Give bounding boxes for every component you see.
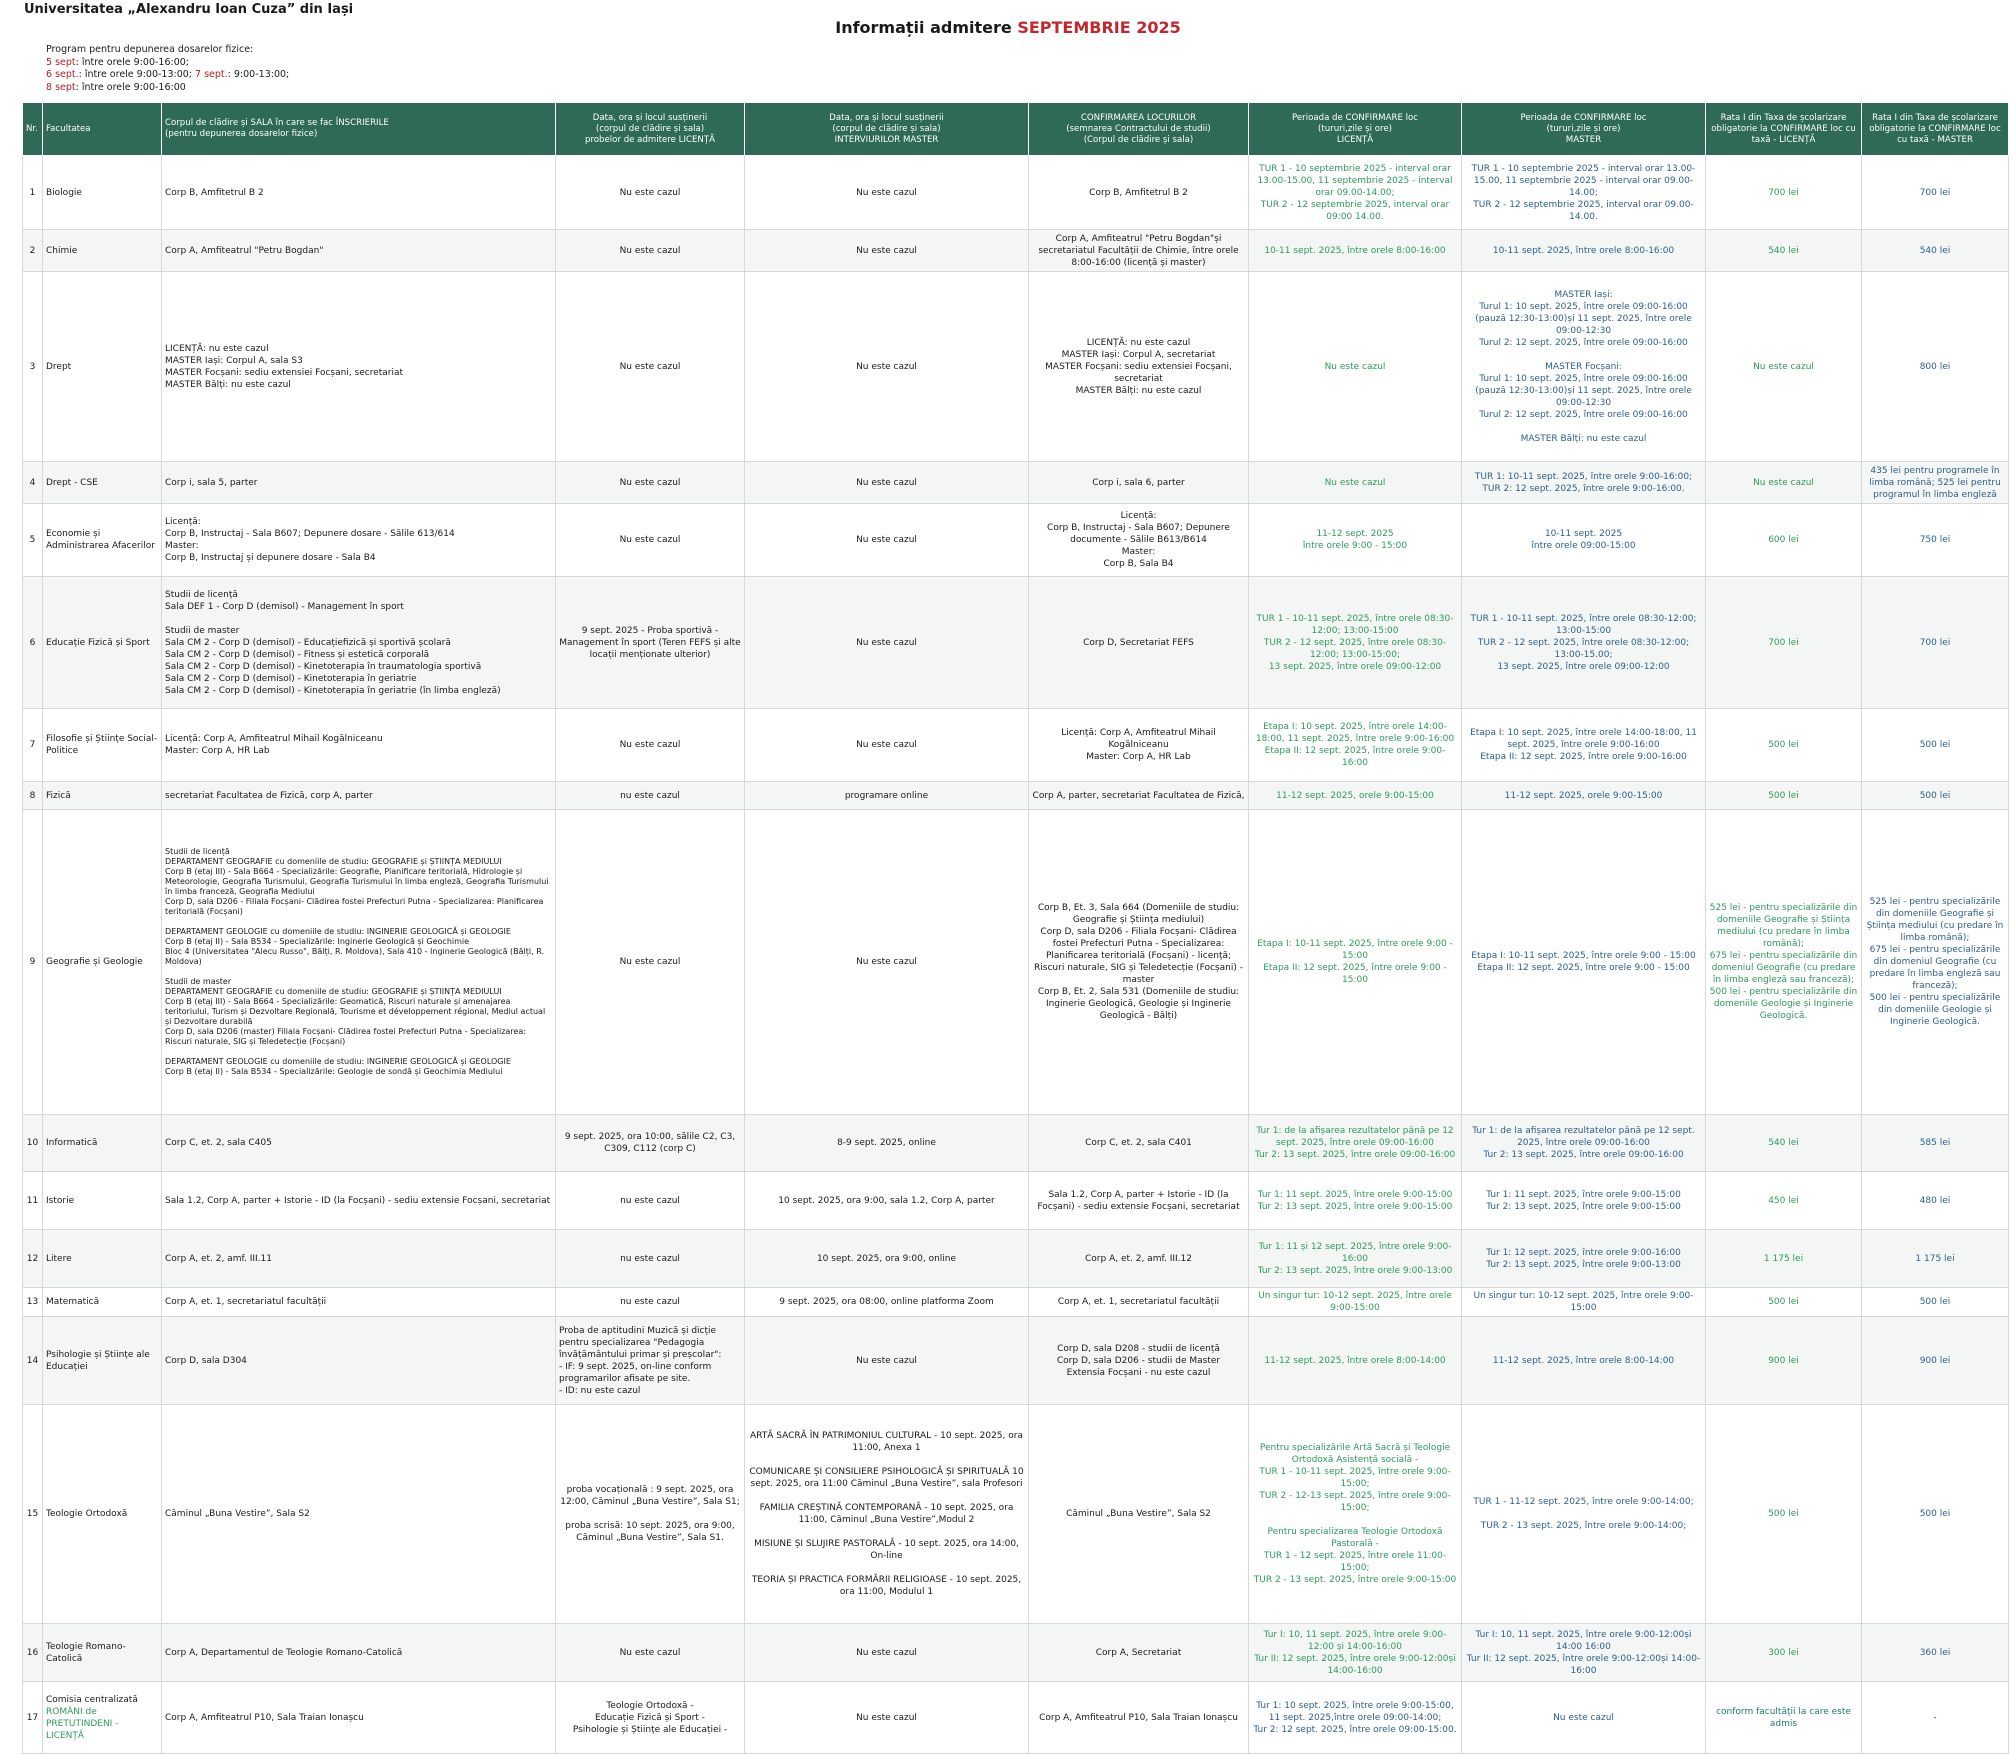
cell-period-license: TUR 1 - 10 septembrie 2025 - interval orar 13.00-15.00, 11 septembrie 2025 - interval orar 09.00-14.00; TUR 2 - 12 septembrie 2025, interval orar 09:00 14.00. bbox=[1249, 156, 1462, 230]
cell-registration: secretariat Facultatea de Fizică, corp A, parter bbox=[162, 782, 556, 810]
cell-fee-license: 300 lei bbox=[1706, 1624, 1862, 1682]
cell-fee-master: 540 lei bbox=[1862, 230, 2009, 272]
cell-master-interview: Nu este cazul bbox=[745, 1624, 1029, 1682]
cell-fee-license: Nu este cazul bbox=[1706, 462, 1862, 504]
cell-faculty: Teologie Romano-Catolică bbox=[43, 1624, 162, 1682]
cell-fee-master: 500 lei bbox=[1862, 782, 2009, 810]
cell-confirmation: Corp A, et. 2, amf. III.12 bbox=[1029, 1230, 1249, 1288]
schedule-line bbox=[46, 69, 289, 82]
cell-period-master: Tur 1: 12 sept. 2025, între orele 9:00-16:00 Tur 2: 13 sept. 2025, între orele 9:00-13:00 bbox=[1462, 1230, 1706, 1288]
cell-license-exam: proba vocațională : 9 sept. 2025, ora 12:00, Căminul „Buna Vestire”, Sala S1; proba scrisă: 10 sept. 2025, ora 9:00, Căminul „Buna Vestire”, Sala S1. bbox=[556, 1405, 745, 1624]
schedule-label: Program pentru depunerea dosarelor fizice: bbox=[46, 44, 254, 55]
cell-confirmation: LICENȚĂ: nu este cazul MASTER Iași: Corpul A, secretariat MASTER Focșani: sediu extensiei Focșani, secretariat MASTER Bălți: nu este cazul bbox=[1029, 272, 1249, 462]
cell-fee-master: 525 lei - pentru specializările din domeniile Geografie și Știința mediului (cu predare în limba română); 675 lei - pentru specializările din domeniul Geografie (cu predare în limba engleză sau franceză); 500 lei - pentru specializările din domeniile Geologie și Inginerie Geologică. bbox=[1862, 810, 2009, 1115]
cell-fee-master: 500 lei bbox=[1862, 1405, 2009, 1624]
cell-fee-master: 360 lei bbox=[1862, 1624, 2009, 1682]
cell-faculty: Biologie bbox=[43, 156, 162, 230]
cell-license-exam: nu este cazul bbox=[556, 1230, 745, 1288]
cell-faculty: Istorie bbox=[43, 1172, 162, 1230]
cell-nr: 13 bbox=[23, 1288, 43, 1317]
cell-nr: 14 bbox=[23, 1317, 43, 1405]
schedule-date: 6 sept. bbox=[46, 69, 79, 80]
cell-fee-master: 750 lei bbox=[1862, 504, 2009, 577]
cell-fee-master: - bbox=[1862, 1682, 2009, 1754]
cell-confirmation: Sala 1.2, Corp A, parter + Istorie - ID (la Focșani) - sediu extensie Focșani, secretariat bbox=[1029, 1172, 1249, 1230]
cell-master-interview: Nu este cazul bbox=[745, 1682, 1029, 1754]
faculty-name: Comisia centralizată bbox=[46, 1694, 138, 1705]
cell-master-interview: Nu este cazul bbox=[745, 810, 1029, 1115]
cell-registration: Corp C, et. 2, sala C405 bbox=[162, 1115, 556, 1172]
title-prefix: Informații admitere bbox=[835, 18, 1012, 37]
table-row bbox=[23, 504, 2009, 577]
cell-license-exam: nu este cazul bbox=[556, 1288, 745, 1317]
cell-period-license: 10-11 sept. 2025, între orele 8:00-16:00 bbox=[1249, 230, 1462, 272]
cell-fee-license: 500 lei bbox=[1706, 709, 1862, 782]
cell-license-exam: Proba de aptitudini Muzică și dicție pentru specializarea "Pedagogia învățământului primar și preșcolar": - IF: 9 sept. 2025, on-line conform programarilor afisate pe site. - ID: nu este cazul bbox=[556, 1317, 745, 1405]
cell-license-exam: 9 sept. 2025, ora 10:00, sălile C2, C3, C309, C112 (corp C) bbox=[556, 1115, 745, 1172]
col-header-master-interview: Data, ora și locul susținerii (corpul de clădire și sala) INTERVIURILOR MASTER bbox=[745, 103, 1029, 156]
cell-fee-license: 700 lei bbox=[1706, 156, 1862, 230]
cell-faculty: Filosofie și Științe Social-Politice bbox=[43, 709, 162, 782]
cell-period-license: Tur 1: 11 și 12 sept. 2025, între orele 9:00-16:00 Tur 2: 13 sept. 2025, între orele 9:00-13:00 bbox=[1249, 1230, 1462, 1288]
cell-license-exam: Nu este cazul bbox=[556, 709, 745, 782]
table-row bbox=[23, 462, 2009, 504]
cell-master-interview: 10 sept. 2025, ora 9:00, sala 1.2, Corp A, parter bbox=[745, 1172, 1029, 1230]
cell-period-master: Tur 1: 11 sept. 2025, între orele 9:00-15:00 Tur 2: 13 sept. 2025, între orele 9:00-15:00 bbox=[1462, 1172, 1706, 1230]
cell-confirmation: Corp A, et. 1, secretariatul facultății bbox=[1029, 1288, 1249, 1317]
table-row bbox=[23, 1288, 2009, 1317]
table-row bbox=[23, 782, 2009, 810]
schedule-hours: : între orele 9:00-13:00; bbox=[78, 69, 196, 80]
cell-confirmation: Corp i, sala 6, parter bbox=[1029, 462, 1249, 504]
cell-nr: 3 bbox=[23, 272, 43, 462]
cell-fee-master: 900 lei bbox=[1862, 1317, 2009, 1405]
schedule-hours: : 9:00-13:00; bbox=[227, 69, 290, 80]
table-row bbox=[23, 1317, 2009, 1405]
cell-nr: 1 bbox=[23, 156, 43, 230]
cell-confirmation: Corp D, sala D208 - studii de licență Corp D, sala D206 - studii de Master Extensia Focșani - nu este cazul bbox=[1029, 1317, 1249, 1405]
cell-faculty: Geografie și Geologie bbox=[43, 810, 162, 1115]
cell-fee-master: 480 lei bbox=[1862, 1172, 2009, 1230]
cell-nr: 10 bbox=[23, 1115, 43, 1172]
cell-license-exam: Nu este cazul bbox=[556, 1624, 745, 1682]
schedule-hours: : între orele 9:00-16:00; bbox=[75, 56, 189, 68]
cell-fee-master: 700 lei bbox=[1862, 577, 2009, 709]
cell-registration: Corp A, Departamentul de Teologie Romano-Catolică bbox=[162, 1624, 556, 1682]
cell-period-master: Un singur tur: 10-12 sept. 2025, între orele 9:00-15:00 bbox=[1462, 1288, 1706, 1317]
cell-period-license: Nu este cazul bbox=[1249, 462, 1462, 504]
cell-nr: 7 bbox=[23, 709, 43, 782]
col-header-confirmation: CONFIRMAREA LOCURILOR (semnarea Contractului de studii) (Corpul de clădire și sala) bbox=[1029, 103, 1249, 156]
cell-registration: Licență: Corp B, Instructaj - Sala B607; Depunere dosare - Sălile 613/614 Master: Corp B, Instructaj și depunere dosare - Sala B4 bbox=[162, 504, 556, 577]
cell-registration: Studii de licență Sala DEF 1 - Corp D (demisol) - Management în sport Studii de master Sala CM 2 - Corp D (demisol) - Educațiefizică și sportivă școlară Sala CM 2 - Corp D (demisol) - Fitness și estetică corporală Sala CM 2 - Corp D (demisol) - Kinetoterapia în traumatologia sportivă Sala CM 2 - Corp D (demisol) - Kinetoterapia în geriatrie Sala CM 2 - Corp D (demisol) - Kinetoterapia în geriatrie (în limba engleză) bbox=[162, 577, 556, 709]
cell-period-license: Tur 1: 10 sept. 2025, între orele 9:00-15:00, 11 sept. 2025,între orele 09:00-14:00; Tur 2: 12 sept. 2025, între orele 09:00-15:00. bbox=[1249, 1682, 1462, 1754]
cell-confirmation: Licență: Corp A, Amfiteatrul Mihail Kogălniceanu Master: Corp A, HR Lab bbox=[1029, 709, 1249, 782]
cell-period-master: 11-12 sept. 2025, între orele 8:00-14:00 bbox=[1462, 1317, 1706, 1405]
admission-table bbox=[22, 102, 2009, 1754]
cell-confirmation: Corp A, Secretariat bbox=[1029, 1624, 1249, 1682]
cell-registration: Licență: Corp A, Amfiteatrul Mihail Kogălniceanu Master: Corp A, HR Lab bbox=[162, 709, 556, 782]
cell-nr: 17 bbox=[23, 1682, 43, 1754]
cell-fee-master: 435 lei pentru programele în limba română; 525 lei pentru programul în limba engleză bbox=[1862, 462, 2009, 504]
cell-faculty: Matematică bbox=[43, 1288, 162, 1317]
cell-license-exam: nu este cazul bbox=[556, 1172, 745, 1230]
cell-faculty: Drept bbox=[43, 272, 162, 462]
cell-period-master: Etapa I: 10-11 sept. 2025, între orele 9:00 - 15:00 Etapa II: 12 sept. 2025, între orele 9:00 - 15:00 bbox=[1462, 810, 1706, 1115]
col-header-fee-license: Rata I din Taxa de școlarizare obligatorie la CONFIRMARE loc cu taxă - LICENȚĂ bbox=[1706, 103, 1862, 156]
cell-confirmation: Corp A, Amfiteatrul P10, Sala Traian Ionașcu bbox=[1029, 1682, 1249, 1754]
university-name: Universitatea „Alexandru Ioan Cuza” din Iași bbox=[24, 2, 354, 17]
page-title bbox=[0, 18, 2016, 37]
cell-fee-license: 600 lei bbox=[1706, 504, 1862, 577]
cell-faculty: Drept - CSE bbox=[43, 462, 162, 504]
cell-nr: 4 bbox=[23, 462, 43, 504]
cell-master-interview: 8-9 sept. 2025, online bbox=[745, 1115, 1029, 1172]
cell-confirmation: Corp A, parter, secretariat Facultatea de Fizică, bbox=[1029, 782, 1249, 810]
cell-registration: Corp D, sala D304 bbox=[162, 1317, 556, 1405]
cell-registration: Corp A, Amfiteatrul P10, Sala Traian Ionașcu bbox=[162, 1682, 556, 1754]
cell-faculty: Educație Fizică și Sport bbox=[43, 577, 162, 709]
cell-license-exam: Nu este cazul bbox=[556, 272, 745, 462]
cell-registration: Corp A, et. 1, secretariatul facultății bbox=[162, 1288, 556, 1317]
cell-nr: 6 bbox=[23, 577, 43, 709]
table-row bbox=[23, 1405, 2009, 1624]
cell-period-master: 10-11 sept. 2025 între orele 09:00-15:00 bbox=[1462, 504, 1706, 577]
table-row bbox=[23, 1682, 2009, 1754]
table-row bbox=[23, 577, 2009, 709]
cell-period-license: Nu este cazul bbox=[1249, 272, 1462, 462]
cell-registration: Căminul „Buna Vestire”, Sala S2 bbox=[162, 1405, 556, 1624]
cell-registration: Sala 1.2, Corp A, parter + Istorie - ID (la Focșani) - sediu extensie Focșani, secretariat bbox=[162, 1172, 556, 1230]
cell-master-interview: Nu este cazul bbox=[745, 156, 1029, 230]
cell-nr: 8 bbox=[23, 782, 43, 810]
cell-faculty: Informatică bbox=[43, 1115, 162, 1172]
cell-license-exam: Teologie Ortodoxă - Educație Fizică și Sport - Psihologie și Științe ale Educației - bbox=[556, 1682, 745, 1754]
cell-faculty: Litere bbox=[43, 1230, 162, 1288]
cell-nr: 16 bbox=[23, 1624, 43, 1682]
cell-nr: 2 bbox=[23, 230, 43, 272]
cell-period-master: 11-12 sept. 2025, orele 9:00-15:00 bbox=[1462, 782, 1706, 810]
cell-master-interview: Nu este cazul bbox=[745, 504, 1029, 577]
cell-nr: 11 bbox=[23, 1172, 43, 1230]
cell-period-license: Etapa I: 10-11 sept. 2025, între orele 9:00 - 15:00 Etapa II: 12 sept. 2025, între orele 9:00 - 15:00 bbox=[1249, 810, 1462, 1115]
col-header-nr: Nr. bbox=[23, 103, 43, 156]
cell-master-interview: Nu este cazul bbox=[745, 577, 1029, 709]
cell-faculty: Economie și Administrarea Afacerilor bbox=[43, 504, 162, 577]
cell-confirmation: Corp A, Amfiteatrul "Petru Bogdan"și secretariatul Facultății de Chimie, între orele 8:00-16:00 (licență și master) bbox=[1029, 230, 1249, 272]
table-row bbox=[23, 1624, 2009, 1682]
cell-period-license: Tur 1: de la afișarea rezultatelor până pe 12 sept. 2025, între orele 09:00-16:00 Tur 2: 13 sept. 2025, între orele 09:00-16:00 bbox=[1249, 1115, 1462, 1172]
cell-period-master: TUR 1 - 11-12 sept. 2025, între orele 9:00-14:00; TUR 2 - 13 sept. 2025, între orele 9:00-14:00; bbox=[1462, 1405, 1706, 1624]
cell-faculty: Psihologie și Științe ale Educației bbox=[43, 1317, 162, 1405]
cell-fee-license: Nu este cazul bbox=[1706, 272, 1862, 462]
cell-period-master: Tur I: 10, 11 sept. 2025, între orele 9:00-12:00și 14:00 16:00 Tur II: 12 sept. 2025, între orele 9:00-12:00și 14:00-16:00 bbox=[1462, 1624, 1706, 1682]
cell-fee-license: conform facultății la care este admis bbox=[1706, 1682, 1862, 1754]
cell-confirmation: Corp C, et. 2, sala C401 bbox=[1029, 1115, 1249, 1172]
cell-period-license: Etapa I: 10 sept. 2025, între orele 14:00-18:00, 11 sept. 2025, între orele 9:00-16:00 Etapa II: 12 sept. 2025, între orele 9:00-16:00 bbox=[1249, 709, 1462, 782]
cell-license-exam: Nu este cazul bbox=[556, 810, 745, 1115]
cell-nr: 15 bbox=[23, 1405, 43, 1624]
cell-master-interview: Nu este cazul bbox=[745, 709, 1029, 782]
cell-nr: 9 bbox=[23, 810, 43, 1115]
cell-faculty: Chimie bbox=[43, 230, 162, 272]
cell-fee-license: 450 lei bbox=[1706, 1172, 1862, 1230]
cell-master-interview: Nu este cazul bbox=[745, 230, 1029, 272]
cell-master-interview: 9 sept. 2025, ora 08:00, online platforma Zoom bbox=[745, 1288, 1029, 1317]
cell-fee-license: 525 lei - pentru specializările din domeniile Geografie și Știința mediului (cu predare în limba română); 675 lei - pentru specializările din domeniul Geografie (cu predare în limba engleză sau franceză); 500 lei - pentru specializările din domeniile Geologie și Inginerie Geologică. bbox=[1706, 810, 1862, 1115]
cell-confirmation: Căminul „Buna Vestire”, Sala S2 bbox=[1029, 1405, 1249, 1624]
faculty-subtitle: ROMÂNI de PRETUTINDENI - LICENȚĂ bbox=[46, 1706, 119, 1741]
cell-nr: 12 bbox=[23, 1230, 43, 1288]
cell-fee-master: 1 175 lei bbox=[1862, 1230, 2009, 1288]
cell-registration: Corp i, sala 5, parter bbox=[162, 462, 556, 504]
col-header-faculty: Facultatea bbox=[43, 103, 162, 156]
cell-period-master: MASTER Iași: Turul 1: 10 sept. 2025, între orele 09:00-16:00 (pauză 12:30-13:00)și 11 sept. 2025, între orele 09:00-12:30 Turul 2: 12 sept. 2025, între orele 09:00-16:00 MASTER Focșani: Turul 1: 10 sept. 2025, între orele 09:00-16:00 (pauză 12:30-13:00)și 11 sept. 2025, între orele 09:00-12:30 Turul 2: 12 sept. 2025, între orele 09:00-16:00 MASTER Bălți: nu este cazul bbox=[1462, 272, 1706, 462]
cell-period-master: TUR 1: 10-11 sept. 2025, între orele 9:00-16:00; TUR 2: 12 sept. 2025, între orele 9:00-16:00. bbox=[1462, 462, 1706, 504]
col-header-license-exam: Data, ora și locul susținerii (corpul de clădire și sala) probelor de admitere LICENȚĂ bbox=[556, 103, 745, 156]
cell-fee-license: 540 lei bbox=[1706, 1115, 1862, 1172]
cell-license-exam: Nu este cazul bbox=[556, 462, 745, 504]
cell-license-exam: nu este cazul bbox=[556, 782, 745, 810]
table-row bbox=[23, 156, 2009, 230]
table-row bbox=[23, 810, 2009, 1115]
cell-period-master: Tur 1: de la afișarea rezultatelor până pe 12 sept. 2025, între orele 09:00-16:00 Tur 2: 13 sept. 2025, între orele 09:00-16:00 bbox=[1462, 1115, 1706, 1172]
cell-period-master: TUR 1 - 10-11 sept. 2025, între orele 08:30-12:00; 13:00-15:00 TUR 2 - 12 sept. 2025, între orele 08:30-12:00; 13:00-15.00; 13 sept. 2025, între orele 09:00-12:00 bbox=[1462, 577, 1706, 709]
cell-faculty bbox=[43, 1682, 162, 1754]
submission-schedule bbox=[46, 44, 289, 94]
cell-master-interview: ARTĂ SACRĂ ÎN PATRIMONIUL CULTURAL - 10 sept. 2025, ora 11:00, Anexa 1 COMUNICARE ȘI CONSILIERE PSIHOLOGICĂ ȘI SPIRITUALĂ 10 sept. 2025, ora 11:00 Căminul „Buna Vestire”, sala Profesori FAMILIA CREȘTINĂ CONTEMPORANĂ - 10 sept. 2025, ora 11:00, Căminul „Buna Vestire”,Modul 2 MISIUNE ȘI SLUJIRE PASTORALĂ - 10 sept. 2025, ora 14:00, On-line TEORIA ȘI PRACTICA FORMĂRII RELIGIOASE - 10 sept. 2025, ora 11:00, Modulul 1 bbox=[745, 1405, 1029, 1624]
cell-confirmation: Licență: Corp B, Instructaj - Sala B607; Depunere documente - Sălile B613/B614 Master: Corp B, Sala B4 bbox=[1029, 504, 1249, 577]
table-row bbox=[23, 230, 2009, 272]
cell-license-exam: Nu este cazul bbox=[556, 156, 745, 230]
cell-period-master: 10-11 sept. 2025, între orele 8:00-16:00 bbox=[1462, 230, 1706, 272]
col-header-registration: Corpul de clădire și SALA în care se fac ÎNSCRIERILE (pentru depunerea dosarelor fizice) bbox=[162, 103, 556, 156]
col-header-period-license: Perioada de CONFIRMARE loc (tururi,zile și ore) LICENȚĂ bbox=[1249, 103, 1462, 156]
table-header-row bbox=[23, 103, 2009, 156]
cell-period-license: Tur 1: 11 sept. 2025, între orele 9:00-15:00 Tur 2: 13 sept. 2025, între orele 9:00-15:00 bbox=[1249, 1172, 1462, 1230]
col-header-period-master: Perioada de CONFIRMARE loc (tururi,zile și ore) MASTER bbox=[1462, 103, 1706, 156]
cell-fee-license: 700 lei bbox=[1706, 577, 1862, 709]
cell-period-license: 11-12 sept. 2025, între orele 8:00-14:00 bbox=[1249, 1317, 1462, 1405]
cell-master-interview: 10 sept. 2025, ora 9:00, online bbox=[745, 1230, 1029, 1288]
cell-period-master: Nu este cazul bbox=[1462, 1682, 1706, 1754]
table-row bbox=[23, 272, 2009, 462]
cell-period-license: TUR 1 - 10-11 sept. 2025, între orele 08:30-12:00; 13:00-15:00 TUR 2 - 12 sept. 2025, între orele 08:30-12:00; 13:00-15:00; 13 sept. 2025, între orele 09:00-12:00 bbox=[1249, 577, 1462, 709]
schedule-line bbox=[46, 57, 289, 70]
schedule-date: 7 sept. bbox=[195, 69, 228, 80]
cell-period-license: 11-12 sept. 2025 între orele 9:00 - 15:00 bbox=[1249, 504, 1462, 577]
cell-confirmation: Corp B, Amfitetrul B 2 bbox=[1029, 156, 1249, 230]
cell-master-interview: programare online bbox=[745, 782, 1029, 810]
cell-faculty: Teologie Ortodoxă bbox=[43, 1405, 162, 1624]
cell-nr: 5 bbox=[23, 504, 43, 577]
cell-fee-master: 500 lei bbox=[1862, 1288, 2009, 1317]
cell-registration: Corp A, et. 2, amf. III.11 bbox=[162, 1230, 556, 1288]
cell-fee-license: 540 lei bbox=[1706, 230, 1862, 272]
cell-period-license: Un singur tur: 10-12 sept. 2025, între orele 9:00-15:00 bbox=[1249, 1288, 1462, 1317]
cell-master-interview: Nu este cazul bbox=[745, 1317, 1029, 1405]
cell-license-exam: 9 sept. 2025 - Proba sportivă - Management în sport (Teren FEFS și alte locații menționate ulterior) bbox=[556, 577, 745, 709]
cell-fee-master: 700 lei bbox=[1862, 156, 2009, 230]
cell-master-interview: Nu este cazul bbox=[745, 272, 1029, 462]
cell-fee-license: 500 lei bbox=[1706, 1405, 1862, 1624]
cell-period-license: Tur I: 10, 11 sept. 2025, între orele 9:00-12:00 și 14:00-16:00 Tur II: 12 sept. 2025, între orele 9:00-12:00și 14:00-16:00 bbox=[1249, 1624, 1462, 1682]
cell-period-license: 11-12 sept. 2025, orele 9:00-15:00 bbox=[1249, 782, 1462, 810]
cell-fee-license: 1 175 lei bbox=[1706, 1230, 1862, 1288]
cell-confirmation: Corp B, Et. 3, Sala 664 (Domeniile de studiu: Geografie și Știința mediului) Corp D, sala D206 - Filiala Focșani- Clădirea fostei Prefecturi Putna - Specializarea: Planificarea teritorială (Focșani) - licență; Riscuri naturale, SIG și Teledetecție (Focșani) - master Corp B, Et. 2, Sala 531 (Domeniile de studiu: Inginerie Geologică, Geologie și Inginerie Geologică - Bălți) bbox=[1029, 810, 1249, 1115]
table-row bbox=[23, 1115, 2009, 1172]
cell-fee-license: 500 lei bbox=[1706, 1288, 1862, 1317]
schedule-hours: : între orele 9:00-16:00 bbox=[75, 81, 186, 93]
col-header-fee-master: Rata I din Taxa de școlarizare obligatorie la CONFIRMARE loc cu taxă - MASTER bbox=[1862, 103, 2009, 156]
schedule-line bbox=[46, 82, 289, 95]
schedule-date: 5 sept bbox=[46, 56, 76, 68]
cell-confirmation: Corp D, Secretariat FEFS bbox=[1029, 577, 1249, 709]
cell-fee-master: 500 lei bbox=[1862, 709, 2009, 782]
cell-period-master: TUR 1 - 10 septembrie 2025 - interval orar 13.00-15.00, 11 septembrie 2025 - interval orar 09.00-14.00; TUR 2 - 12 septembrie 2025, interval orar 09.00-14.00. bbox=[1462, 156, 1706, 230]
table-row bbox=[23, 1230, 2009, 1288]
table-row bbox=[23, 709, 2009, 782]
schedule-date: 8 sept bbox=[46, 81, 76, 93]
cell-license-exam: Nu este cazul bbox=[556, 504, 745, 577]
cell-registration: Corp B, Amfitetrul B 2 bbox=[162, 156, 556, 230]
cell-license-exam: Nu este cazul bbox=[556, 230, 745, 272]
cell-fee-license: 900 lei bbox=[1706, 1317, 1862, 1405]
cell-registration: Studii de licență DEPARTAMENT GEOGRAFIE cu domeniile de studiu: GEOGRAFIE și ȘTIINȚA MEDIULUI Corp B (etaj III) - Sala B664 - Specializările: Geografie, Planificare teritorială, Hidrologie și Meteorologie, Geografia Turismului, Geografia Turismului în limba engleză, Geografia Turismului în limba franceză, Geografia Mediului Corp D, sala D206 - Filiala Focșani- Clădirea fostei Prefecturi Putna - Specializarea: Planificarea teritorială (Focșani) DEPARTAMENT GEOLOGIE cu domeniile de studiu: INGINERIE GEOLOGICĂ și GEOLOGIE Corp B (etaj II) - Sala B534 - Specializările: Inginerie Geologică și Geochimie Bloc 4 (Universitatea "Alecu Russo", Bălți, R. Moldova), Sala 410 - Inginerie Geologică (Bălți, R. Moldova) Studii de master DEPARTAMENT GEOGRAFIE cu domeniile de studiu: GEOGRAFIE și ȘTIINȚA MEDIULUI Corp B (etaj III) - Sala B664 - Specializările: Geomatică, Riscuri naturale și amenajarea teritoriului, Turism și Dezvoltare Regională, Tourisme et développement régional, Mediul actual și Dezvoltare durabilă Corp D, sala D206 (master) Filiala Focșani- Clădirea fostei Prefecturi Putna - Specializarea: Riscuri naturale, SIG și Teledetecție (Focșani) DEPARTAMENT GEOLOGIE cu domeniile de studiu: INGINERIE GEOLOGICĂ și GEOLOGIE Corp B (etaj II) - Sala B534 - Specializările: Geologie de sondă și Geochimia Mediului bbox=[162, 810, 556, 1115]
cell-registration: Corp A, Amfiteatrul "Petru Bogdan" bbox=[162, 230, 556, 272]
cell-fee-master: 585 lei bbox=[1862, 1115, 2009, 1172]
cell-master-interview: Nu este cazul bbox=[745, 462, 1029, 504]
title-highlight: SEPTEMBRIE 2025 bbox=[1017, 18, 1181, 37]
cell-period-master: Etapa I: 10 sept. 2025, între orele 14:00-18:00, 11 sept. 2025, între orele 9:00-16:00 Etapa II: 12 sept. 2025, între orele 9:00-16:00 bbox=[1462, 709, 1706, 782]
cell-faculty: Fizică bbox=[43, 782, 162, 810]
cell-registration: LICENȚĂ: nu este cazul MASTER Iași: Corpul A, sala S3 MASTER Focșani: sediu extensiei Focșani, secretariat MASTER Bălți: nu este cazul bbox=[162, 272, 556, 462]
table-row bbox=[23, 1172, 2009, 1230]
cell-period-license: Pentru specializările Artă Sacră și Teologie Ortodoxă Asistență socială - TUR 1 - 10-11 sept. 2025, între orele 9:00-15:00; TUR 2 - 12-13 sept. 2025, între orele 9:00-15:00; Pentru specializarea Teologie Ortodoxă Pastorală - TUR 1 - 12 sept. 2025, între orele 11:00-15:00; TUR 2 - 13 sept. 2025, între orele 9:00-15:00 bbox=[1249, 1405, 1462, 1624]
cell-fee-master: 800 lei bbox=[1862, 272, 2009, 462]
cell-fee-license: 500 lei bbox=[1706, 782, 1862, 810]
